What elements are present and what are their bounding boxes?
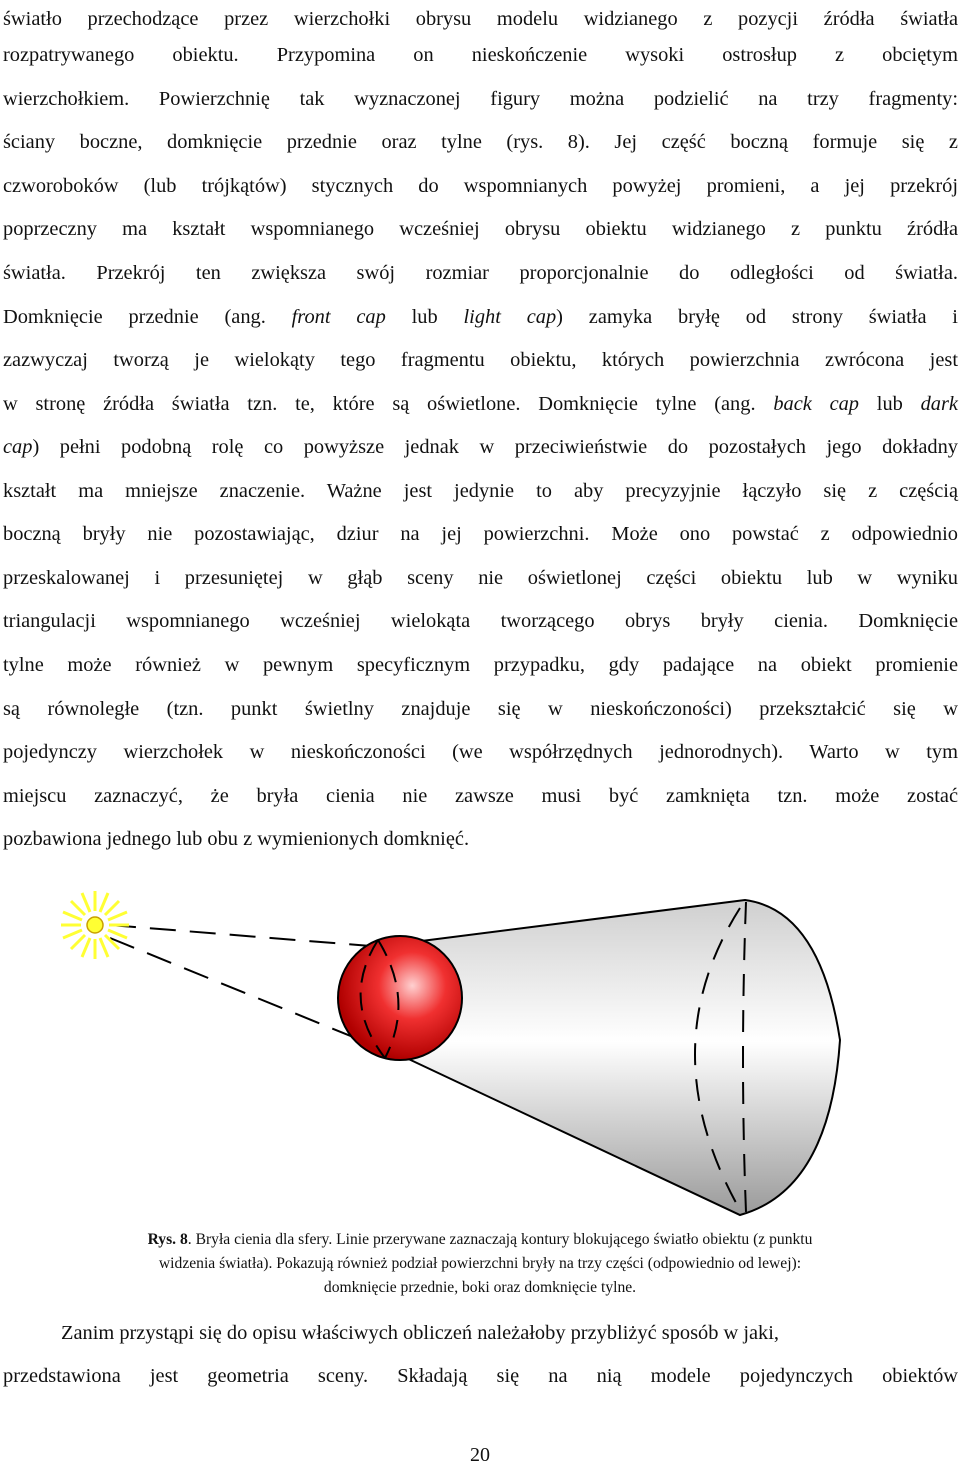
text-line: światła. Przekrój ten zwiększa swój rozmiar proporcjonalnie do odległości od światła. (3, 262, 958, 284)
term-back-cap: back cap (773, 393, 860, 415)
page-number: 20 (470, 1444, 490, 1466)
term-cap: cap (3, 436, 33, 458)
text-line: przeskalowanej i przesuniętej w głąb sceny nie oświetlonej części obiektu lub w wyniku (3, 567, 958, 589)
text-line (3, 432, 958, 462)
term-dark: dark (920, 393, 958, 415)
text-line: wierzchołkiem. Powierzchnię tak wyznaczonej figury można podzielić na trzy fragmenty: (3, 88, 958, 110)
text-line: zazwyczaj tworzą je wielokąty tego fragmentu obiektu, których powierzchnia zwrócona jest (3, 349, 958, 371)
text-line: miejscu zaznaczyć, że bryła cienia nie zawsze musi być zamknięta tzn. może zostać (3, 785, 958, 807)
text-run: Domknięcie przednie (ang. (3, 306, 292, 328)
caption-line: domknięcie przednie, boki oraz domknięcie tylne. (323, 1279, 637, 1296)
text-line: triangulacji wspomnianego wcześniej wielokąta tworzącego obrys bryły cienia. Domknięcie (3, 610, 958, 632)
figure-caption (20, 1228, 940, 1300)
text-line: boczną bryły nie pozostawiając, dziur na jej powierzchni. Może ono powstać z odpowiednio (3, 523, 958, 545)
text-line (3, 302, 958, 332)
light-ray-upper (110, 925, 395, 948)
caption-line (20, 1228, 940, 1252)
text-line: tylne może również w pewnym specyficznym przypadku, gdy padające na obiekt promienie (3, 654, 958, 676)
caption-label: Rys. 8 (147, 1231, 188, 1248)
text-line: czworoboków (lub trójkątów) stycznych do wspomnianych powyżej promieni, a jej przekrój (3, 175, 958, 197)
term-front-cap: front cap (291, 306, 386, 328)
text-line: ściany boczne, domknięcie przednie oraz tylne (rys. 8). Jej część boczną formuje się z (3, 131, 958, 153)
text-run: lub (385, 306, 464, 328)
caption-text: . Bryła cienia dla sfery. Linie przerywane zaznaczają kontury blokującego światło obiektu (z punktu (187, 1231, 813, 1248)
text-line: kształt ma mniejsze znaczenie. Ważne jest jedynie to aby precyzyjnie łączyło się z częścią (3, 480, 958, 502)
text-run: ) zamyka bryłę od strony światła i (556, 306, 958, 328)
text-line (3, 389, 958, 419)
sphere-occluder (338, 936, 462, 1060)
text-line: pojedynczy wierzchołek w nieskończoności (we współrzędnych jednorodnych). Warto w tym (3, 741, 958, 763)
text-run: lub (859, 393, 921, 415)
text-line: poprzeczny ma kształt wspomnianego wcześniej obrysu obiektu widzianego z punktu źródła (3, 218, 958, 240)
text-line: Zanim przystąpi się do opisu właściwych obliczeń należałoby przybliżyć sposób w jaki, (61, 1322, 780, 1344)
text-line: rozpatrywanego obiektu. Przypomina on nieskończenie wysoki ostrosłup z obciętym (3, 44, 958, 66)
shadow-volume-figure (40, 880, 940, 1220)
term-light-cap: light cap (463, 306, 557, 328)
text-line: są równoległe (tzn. punkt świetlny znajduje się w nieskończoności) przekształcić się w (3, 698, 958, 720)
text-run: ) pełni podobną rolę co powyższe jednak w przeciwieństwie do pozostałych jego dokładny (32, 436, 958, 458)
text-line: światło przechodzące przez wierzchołki obrysu modelu widzianego z pozycji źródła światła (3, 8, 958, 30)
text-line: pozbawiona jednego lub obu z wymienionych domknięć. (3, 828, 470, 850)
text-run: w stronę źródła światła tzn. te, które są oświetlone. Domknięcie tylne (ang. (3, 393, 774, 415)
caption-line: widzenia światła). Pokazują również podział powierzchni bryły na trzy części (odpowiednio od lewej): (158, 1255, 802, 1272)
text-line: przedstawiona jest geometria sceny. Składają się na nią modele pojedynczych obiektów (3, 1365, 958, 1387)
sun-icon (61, 891, 129, 959)
shadow-volume-body (390, 900, 840, 1215)
